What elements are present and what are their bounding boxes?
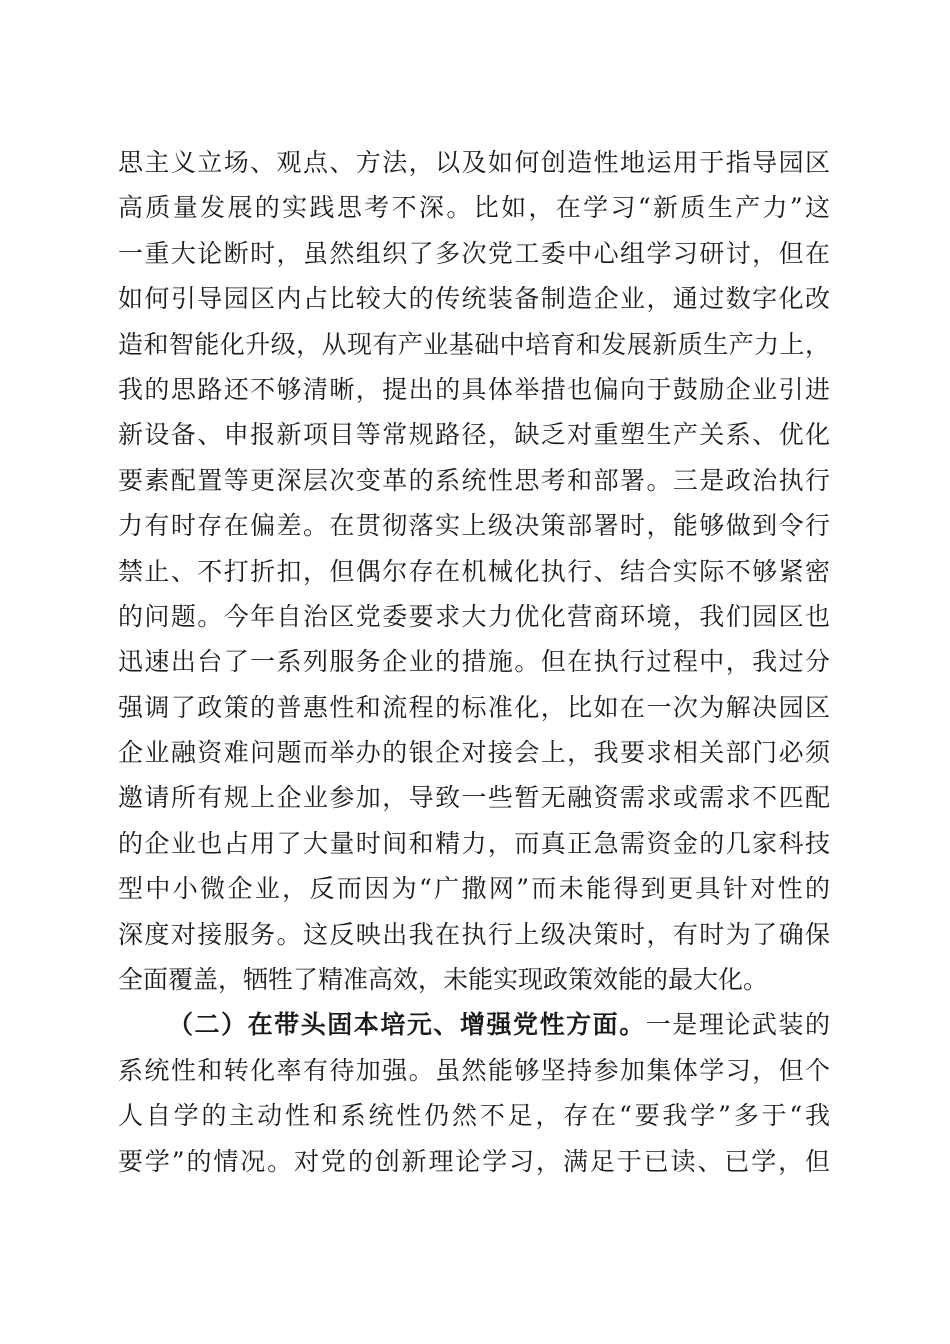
text-line: 人自学的主动性和系统性仍然不足，存在“要我学”多于“我: [118, 1101, 830, 1131]
text-line: 要学”的情况。对党的创新理论学习，满足于已读、已学，但: [118, 1146, 830, 1176]
text-line: 造和智能化升级，从现有产业基础中培育和发展新质生产力上，: [118, 329, 830, 359]
text-line: 如何引导园区内占比较大的传统装备制造企业，通过数字化改: [118, 284, 830, 314]
text-line: 邀请所有规上企业参加，导致一些暂无融资需求或需求不匹配: [118, 783, 830, 813]
text-line: 迅速出台了一系列服务企业的措施。但在执行过程中，我过分: [118, 647, 830, 677]
text-line: 思主义立场、观点、方法，以及如何创造性地运用于指导园区: [118, 148, 830, 177]
text-line: 我的思路还不够清晰，提出的具体举措也偏向于鼓励企业引进: [118, 374, 830, 404]
text-line: 强调了政策的普惠性和流程的标准化，比如在一次为解决园区: [118, 692, 830, 722]
text-line: 的企业也占用了大量时间和精力，而真正急需资金的几家科技: [118, 828, 830, 858]
body-text: [118, 140, 830, 1184]
section-first-line: [118, 1002, 830, 1047]
text-line: 要素配置等更深层次变革的系统性思考和部署。三是政治执行: [118, 465, 830, 495]
text-line: 一重大论断时，虽然组织了多次党工委中心组学习研讨，但在: [118, 238, 830, 268]
text-line: 新设备、申报新项目等常规路径，缺乏对重塑生产关系、优化: [118, 420, 830, 450]
text-line: 禁止、不打折扣，但偶尔存在机械化执行、结合实际不够紧密: [118, 556, 830, 586]
text-line: 的问题。今年自治区党委要求大力优化营商环境，我们园区也: [118, 601, 830, 631]
text-line: 深度对接服务。这反映出我在执行上级决策时，有时为了确保: [118, 919, 830, 949]
section-first-line-rest: 一是理论武装的: [645, 1010, 830, 1040]
text-line: 高质量发展的实践思考不深。比如，在学习“新质生产力”这: [118, 193, 830, 223]
text-line: 全面覆盖，牺牲了精准高效，未能实现政策效能的最大化。: [118, 965, 769, 995]
text-line: 企业融资难问题而举办的银企对接会上，我要求相关部门必须: [118, 738, 830, 768]
text-line: 力有时存在偏差。在贯彻落实上级决策部署时，能够做到令行: [118, 511, 830, 541]
text-line: 型中小微企业，反而因为“广撒网”而未能得到更具针对性的: [118, 874, 830, 904]
text-line: 系统性和转化率有待加强。虽然能够坚持参加集体学习，但个: [118, 1055, 830, 1085]
section-heading: （二）在带头固本培元、增强党性方面。: [168, 1010, 646, 1040]
